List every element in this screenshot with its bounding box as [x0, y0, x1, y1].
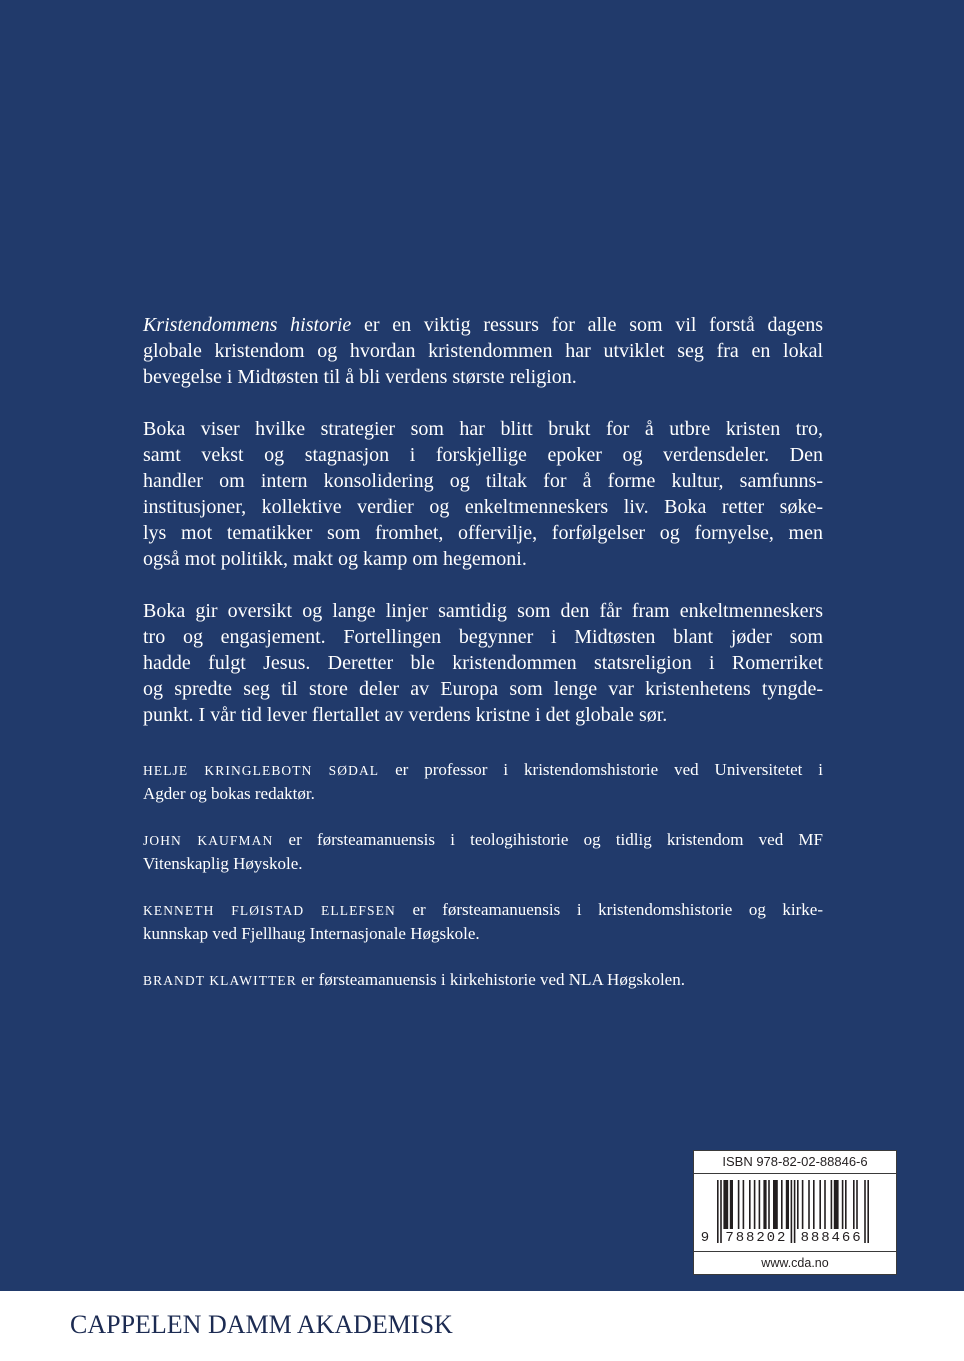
blurb-paragraph — [143, 312, 823, 390]
blurb-paragraph — [143, 416, 823, 572]
book-title: Kristendommens historie — [143, 314, 352, 336]
author-name: HELJE KRINGLEBOTN SØDAL — [143, 763, 380, 778]
blurb-line: punkt. I vår tid lever flertallet av verdens kristne i det globale sør. — [143, 704, 668, 726]
author-name: BRANDT KLAWITTER — [143, 973, 297, 988]
blurb-line: globale kristendom og hvordan kristendommen har utviklet seg fra en lokal — [143, 340, 823, 362]
barcode-bar — [819, 1180, 821, 1229]
barcode-bar — [730, 1180, 733, 1229]
author-bio-text: er førsteamanuensis i kristendomshistorie og kirke- — [412, 900, 824, 919]
author-bio — [143, 758, 823, 805]
blurb-line: bevegelse i Midtøsten til å bli verdens største religion. — [143, 366, 577, 388]
blurb-paragraph — [143, 598, 823, 728]
barcode-bar — [853, 1180, 855, 1229]
blurb-line: institusjoner, kollektive verdier og enkeltmenneskers liv. Boka retter søke- — [143, 496, 823, 518]
author-bio-line: kunnskap ved Fjellhaug Internasjonale Høgskole. — [143, 924, 480, 943]
blurb-line: handler om intern konsolidering og tiltak for å forme kultur, samfunns- — [143, 470, 823, 492]
author-bio-line — [143, 828, 823, 852]
blurb-line: hadde fulgt Jesus. Deretter ble kristendommen statsreligion i Romerriket — [143, 652, 823, 674]
barcode-graphic — [694, 1174, 896, 1251]
barcode — [694, 1174, 896, 1251]
back-cover-text — [143, 312, 823, 1015]
barcode-bar — [738, 1180, 740, 1229]
author-bio-line: Vitenskaplig Høyskole. — [143, 854, 303, 873]
barcode-bar — [749, 1180, 751, 1229]
barcode-bar — [824, 1180, 826, 1229]
barcode-bar — [763, 1180, 766, 1229]
blurb-line-text: er en viktig ressurs for alle som vil forstå dagens — [364, 314, 823, 336]
barcode-bar — [754, 1180, 756, 1229]
barcode-bar — [834, 1180, 839, 1229]
isbn-barcode-box — [693, 1150, 897, 1275]
barcode-bar — [831, 1180, 833, 1229]
barcode-bar — [808, 1180, 810, 1229]
blurb-line: tro og engasjement. Fortellingen begynner i Midtøsten blant jøder som — [143, 626, 823, 648]
barcode-bar — [842, 1180, 844, 1229]
barcode-bar — [791, 1180, 793, 1243]
author-bio-text: er professor i kristendomshistorie ved Universitetet i — [395, 760, 823, 779]
barcode-digits-right: 888466 — [800, 1230, 861, 1246]
barcode-bar — [856, 1180, 858, 1229]
barcode-bar — [794, 1180, 796, 1243]
barcode-bar — [759, 1180, 761, 1229]
author-bio — [143, 828, 823, 875]
barcode-bar — [867, 1180, 869, 1243]
blurb-line: samt vekst og stagnasjon i forskjellige epoker og verdensdeler. Den — [143, 444, 823, 466]
author-bio-line: Agder og bokas redaktør. — [143, 784, 315, 803]
barcode-bar — [768, 1180, 770, 1229]
barcode-bar — [802, 1180, 804, 1229]
author-name: JOHN KAUFMAN — [143, 833, 274, 848]
blurb-line: lys mot tematikker som fromhet, offervilje, forfølgelser og fornyelse, men — [143, 522, 823, 544]
isbn-label: ISBN 978-82-02-88846-6 — [694, 1151, 896, 1174]
author-bio-line — [143, 758, 823, 782]
author-bio — [143, 968, 823, 992]
barcode-bar — [845, 1180, 847, 1229]
author-bio-text: er førsteamanuensis i teologihistorie og tidlig kristendom ved MF — [288, 830, 823, 849]
blurb-line: også mot politikk, makt og kamp om hegemoni. — [143, 548, 527, 570]
barcode-bar — [720, 1180, 722, 1243]
publisher-footer — [0, 1291, 964, 1361]
blurb-line: Boka gir oversikt og lange linjer samtidig som den får fram enkeltmenneskers — [143, 600, 823, 622]
blurb-line: og spredte seg til store deler av Europa som lenge var kristenhetens tyngde- — [143, 678, 823, 700]
barcode-bar — [773, 1180, 778, 1229]
barcode-bar — [786, 1180, 789, 1229]
barcode-bar — [717, 1180, 719, 1243]
barcode-bar — [864, 1180, 866, 1243]
barcode-digits-left: 788202 — [725, 1230, 786, 1246]
author-name: KENNETH FLØISTAD ELLEFSEN — [143, 903, 396, 918]
author-bio — [143, 898, 823, 945]
barcode-bar — [813, 1180, 815, 1229]
barcode-bar — [743, 1180, 745, 1229]
publisher-logo: CAPPELEN DAMM AKADEMISK — [70, 1310, 453, 1339]
barcode-bar — [797, 1180, 799, 1229]
blurb-line: Boka viser hvilke strategier som har blitt brukt for å utbre kristen tro, — [143, 418, 823, 440]
blurb-line — [143, 312, 823, 338]
barcode-digit-first: 9 — [700, 1230, 710, 1246]
author-bio-line — [143, 898, 823, 922]
author-bio-text: er førsteamanuensis i kirkehistorie ved NLA Høgskolen. — [301, 970, 685, 989]
barcode-bar — [781, 1180, 783, 1229]
publisher-url: www.cda.no — [694, 1251, 896, 1274]
author-bio-line — [143, 968, 823, 992]
barcode-bar — [723, 1180, 728, 1229]
